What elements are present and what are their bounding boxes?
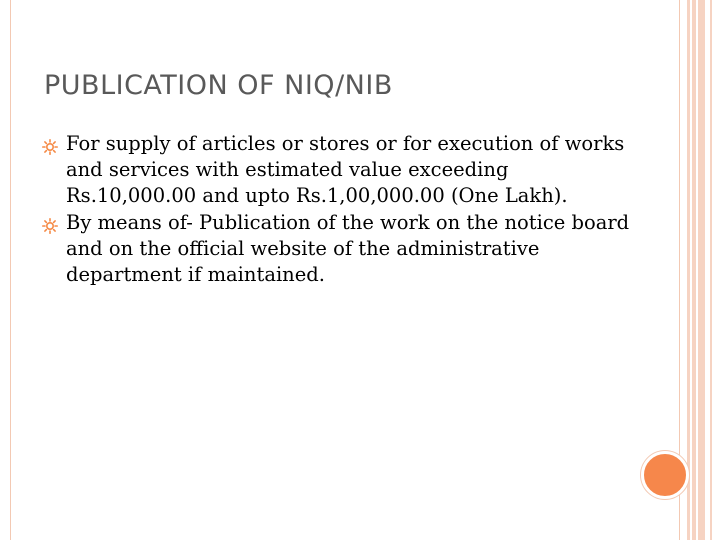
bullet-item <box>44 131 644 210</box>
bullet-text: For supply of articles or stores or for execution of works and services with estimated value exceeding Rs.10,000.00 and upto Rs.1,00,000.00 (One Lakh). <box>66 132 625 208</box>
decorative-line <box>710 0 712 540</box>
bullet-text: By means of- Publication of the work on the notice board and on the official website of the administrative department if maintained. <box>66 210 630 287</box>
sun-bullet-icon <box>42 136 58 152</box>
bullet-list <box>44 131 644 288</box>
slide-title: PUBLICATION OF NIQ/NIB <box>44 70 393 101</box>
decorative-circle <box>641 451 689 499</box>
bullet-item <box>44 210 644 289</box>
decorative-stripe <box>687 0 705 540</box>
sun-bullet-icon <box>42 215 58 231</box>
